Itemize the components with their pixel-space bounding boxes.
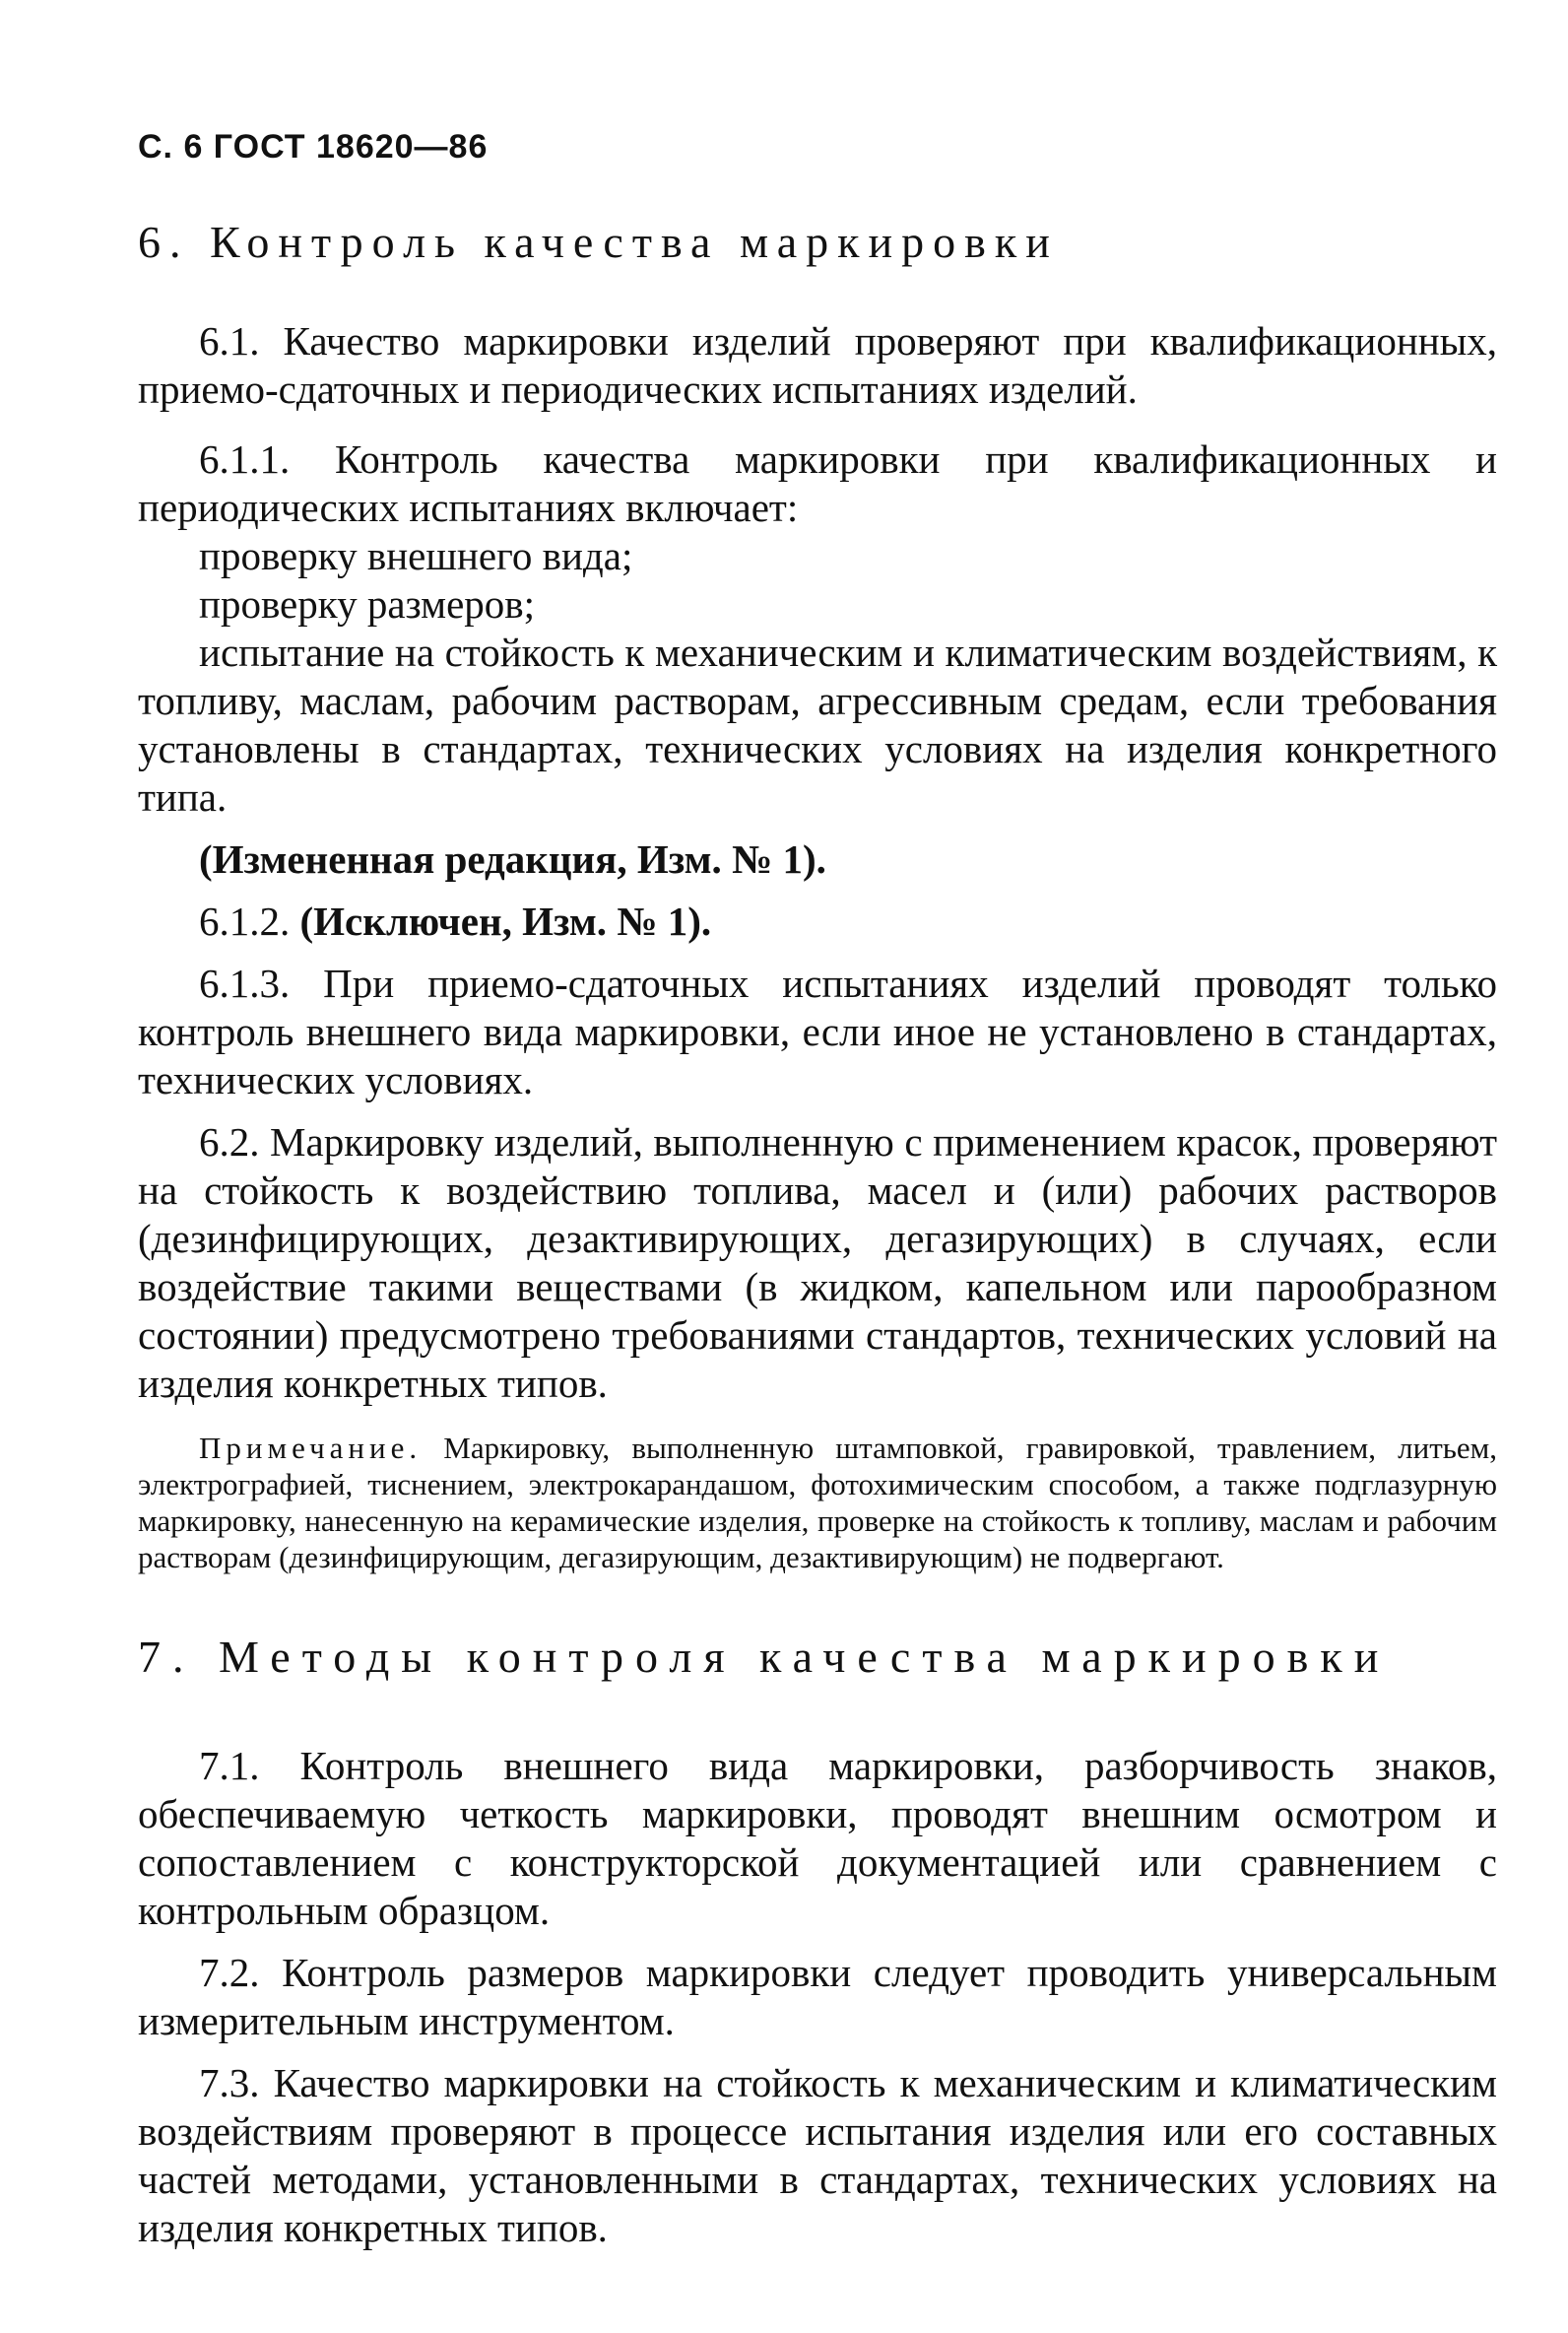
paragraph-6-1-2-text: (Исключен, Изм. № 1).: [299, 899, 712, 944]
list-item-dimensions: проверку размеров;: [199, 581, 536, 627]
paragraph-7-3: 7.3. Качество маркировки на стойкость к механическим и климатическим воздействиям проверяют в процессе испытания изделия или его составных частей методами, установленными в стандартах, технических условиях на изделия конкретных типов.: [138, 2060, 1497, 2250]
paragraph-6-1-3: 6.1.3. При приемо-сдаточных испытаниях изделий проводят только контроль внешнего вида маркировки, если иное не установлено в стандартах, технических условиях.: [138, 961, 1497, 1102]
paragraph-6-2: 6.2. Маркировку изделий, выполненную с применением красок, проверяют на стойкость к воздействию топлива, масел и (или) рабочих растворов (дезинфицирующих, дезактивирующих, дегазирующих) в случаях, если воздействие такими веществами (в жидком, капельном или парообразном состоянии) предусмотрено требованиями стандартов, технических условий на изделия конкретных типов.: [138, 1119, 1497, 1406]
page-header: С. 6 ГОСТ 18620—86: [138, 128, 489, 166]
paragraph-6-1-2: [138, 898, 1497, 946]
note-text: Маркировку, выполненную штамповкой, гравировкой, травлением, литьем, электрографией, тиснением, электрокарандашом, фотохимическим способом, а также подглазурную маркировку, нанесенную на керамические изделия, проверке на стойкость к топливу, маслам и рабочим растворам (дезинфицирующим, дегазирующим, дезактивирующим) не подвергают.: [138, 1431, 1498, 1574]
section-6-title: 6. Контроль качества маркировки: [138, 217, 1059, 267]
paragraph-7-2: 7.2. Контроль размеров маркировки следует проводить универсальным измерительным инструментом.: [138, 1950, 1497, 2043]
paragraph-6-1-1: 6.1.1. Контроль качества маркировки при квалификационных и периодических испытаниях включает:: [138, 436, 1497, 530]
list-item-appearance: проверку внешнего вида;: [199, 533, 633, 578]
paragraph-7-1: 7.1. Контроль внешнего вида маркировки, разборчивость знаков, обеспечиваемую четкость маркировки, проводят внешним осмотром и сопоставлением с конструкторской документацией или сравнением с контрольным образцом.: [138, 1743, 1497, 1933]
paragraph-6-1-2-number: 6.1.2.: [199, 899, 291, 944]
note: [138, 1430, 1497, 1575]
list-item-resistance-test: испытание на стойкость к механическим и климатическим воздействиям, к топливу, маслам, рабочим растворам, агрессивным средам, если требования установлены в стандартах, технических условиях на изделия конкретного типа.: [138, 630, 1497, 820]
section-7-title: 7. Методы контроля качества маркировки: [138, 1632, 1391, 1682]
paragraph-6-1: 6.1. Качество маркировки изделий проверяют при квалификационных, приемо-сдаточных и периодических испытаниях изделий.: [138, 318, 1497, 412]
note-label: Примечание.: [199, 1431, 423, 1465]
amendment-note: (Измененная редакция, Изм. № 1).: [199, 836, 826, 882]
document-page: [138, 128, 1497, 2252]
